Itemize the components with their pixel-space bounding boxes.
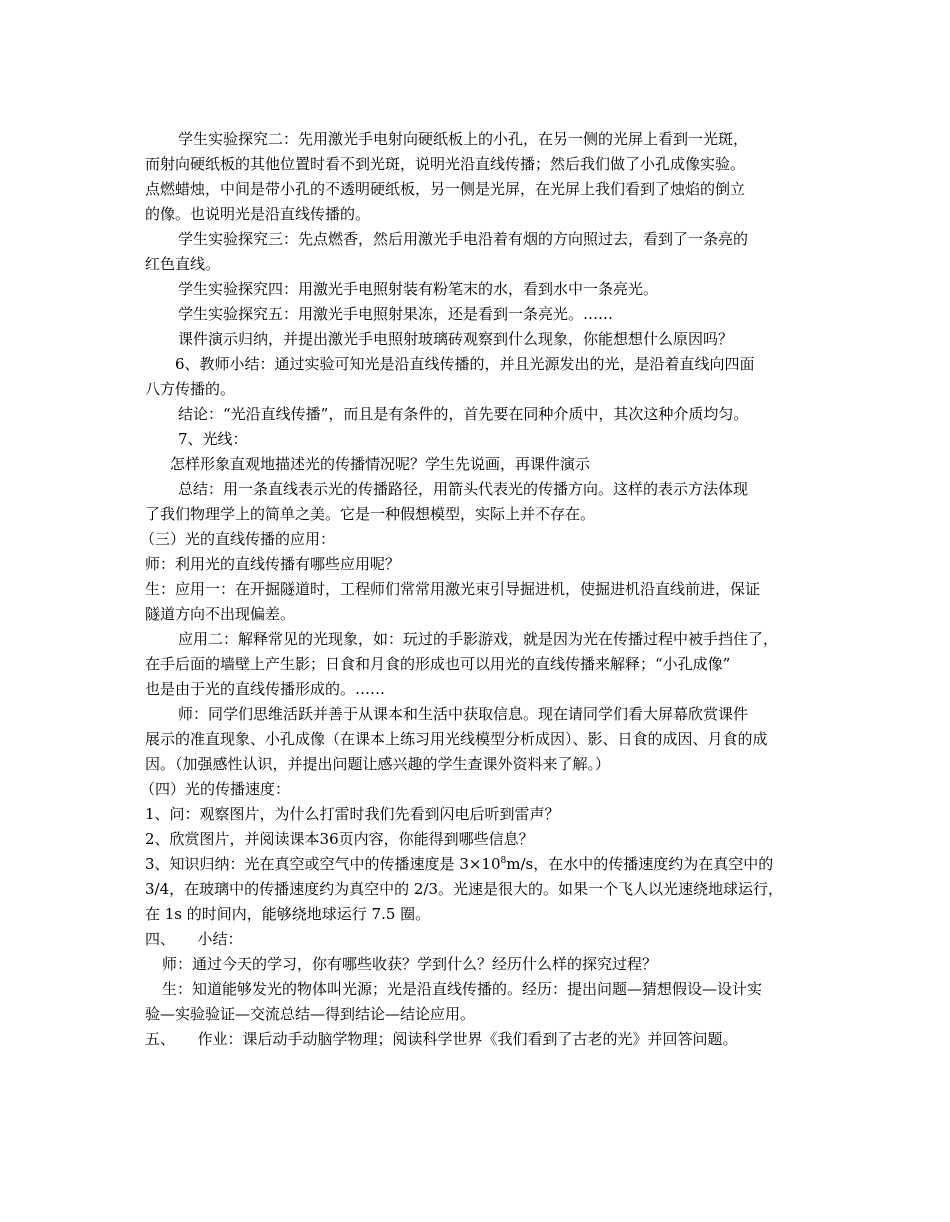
paragraph-line: 因。（加强感性认识，并提出问题让感兴趣的学生查课外资料来了解。）: [145, 755, 611, 773]
paragraph-line: 八方传播的。: [145, 380, 236, 398]
paragraph-line: 学生实验探究二：先用激光手电射向硬纸板上的小孔，在另一侧的光屏上看到一光斑，: [178, 130, 749, 148]
paragraph-line: 学生实验探究四：用激光手电照射装有粉笔末的水，看到水中一条亮光。: [178, 280, 659, 298]
paragraph-line: 学生实验探究三：先点燃香，然后用激光手电沿着有烟的方向照过去，看到了一条亮的: [178, 230, 749, 248]
paragraph-line: 6、教师小结：通过实验可知光是沿直线传播的，并且光源发出的光，是沿着直线向四面: [175, 355, 755, 373]
paragraph-line: 1、问：观察图片，为什么打雷时我们先看到闪电后听到雷声？: [145, 805, 560, 823]
paragraph-line: 师：同学们思维活跃并善于从课本和生活中获取信息。现在请同学们看大屏幕欣赏课件: [178, 705, 749, 723]
paragraph-line: 生：知道能够发光的物体叫光源；光是沿直线传播的。经历：提出问题—猜想假设—设计实: [162, 980, 763, 998]
speed-text-after: m/s，在水中的传播速度约为在真空中的: [506, 855, 774, 873]
paragraph-line: 验—实验验证—交流总结—得到结论—结论应用。: [145, 1005, 476, 1023]
paragraph-line: 师：利用光的直线传播有哪些应用呢？: [145, 555, 401, 573]
section-heading: （四）光的传播速度：: [140, 780, 291, 798]
paragraph-line: 的像。也说明光是沿直线传播的。: [145, 205, 371, 223]
paragraph-line: 在 1s 的时间内，能够绕地球运行 7.5 圈。: [145, 905, 431, 923]
paragraph-line: 展示的准直现象、小孔成像（在课本上练习用光线模型分析成因）、影、日食的成因、月食的成: [145, 730, 768, 748]
section-heading: 五、 作业：课后动手动脑学物理；阅读科学世界《我们看到了古老的光》并回答问题。: [145, 1030, 738, 1048]
paragraph-line: 在手后面的墙壁上产生影；日食和月食的形成也可以用光的直线传播来解释；“小孔成像”: [145, 655, 731, 673]
paragraph-line: 点燃蜡烛，中间是带小孔的不透明硬纸板，另一侧是光屏，在光屏上我们看到了烛焰的倒立: [145, 180, 746, 198]
paragraph-line: 而射向硬纸板的其他位置时看不到光斑，说明光沿直线传播；然后我们做了小孔成像实验。: [145, 155, 746, 173]
speed-exponent: 8: [500, 856, 507, 866]
paragraph-line: 总结：用一条直线表示光的传播路径，用箭头代表光的传播方向。这样的表示方法体现: [178, 480, 749, 498]
paragraph-line: 课件演示归纳，并提出激光手电照射玻璃砖观察到什么现象，你能想想什么原因吗？: [178, 330, 734, 348]
paragraph-line: 红色直线。: [145, 255, 221, 273]
paragraph-line: 师：通过今天的学习，你有哪些收获？学到什么？经历什么样的探究过程？: [162, 955, 658, 973]
paragraph-line: 了我们物理学上的简单之美。它是一种假想模型，实际上并不存在。: [145, 505, 596, 523]
paragraph-line: 2、欣赏图片，并阅读课本36页内容，你能得到哪些信息？: [145, 830, 534, 848]
paragraph-line: 应用二：解释常见的光现象，如：玩过的手影游戏，就是因为光在传播过程中被手挡住了，: [178, 630, 779, 648]
paragraph-line: 也是由于光的直线传播形成的。……: [145, 680, 386, 698]
paragraph-line: [0, 854, 950, 876]
section-heading: 四、 小结：: [145, 930, 243, 948]
paragraph-line: 结论：“光沿直线传播”，而且是有条件的，首先要在同种介质中，其次这种介质均匀。: [178, 405, 749, 423]
paragraph-line: 生：应用一：在开掘隧道时，工程师们常常用激光束引导掘进机，使掘进机沿直线前进，保证: [145, 580, 761, 598]
paragraph-line: 学生实验探究五：用激光手电照射果冻，还是看到一条亮光。……: [178, 305, 614, 323]
paragraph-line: 3/4，在玻璃中的传播速度约为真空中的 2/3。光速是很大的。如果一个飞人以光速绕地球运行，: [145, 880, 784, 898]
paragraph-line: 隧道方向不出现偏差。: [145, 605, 296, 623]
speed-text-before: 3、知识归纳：光在真空或空气中的传播速度是 3×10: [145, 855, 501, 873]
paragraph-line: 7、光线：: [178, 430, 248, 448]
paragraph-line: 怎样形象直观地描述光的传播情况呢？学生先说画，再课件演示: [170, 455, 591, 473]
section-heading: （三）光的直线传播的应用：: [140, 530, 336, 548]
